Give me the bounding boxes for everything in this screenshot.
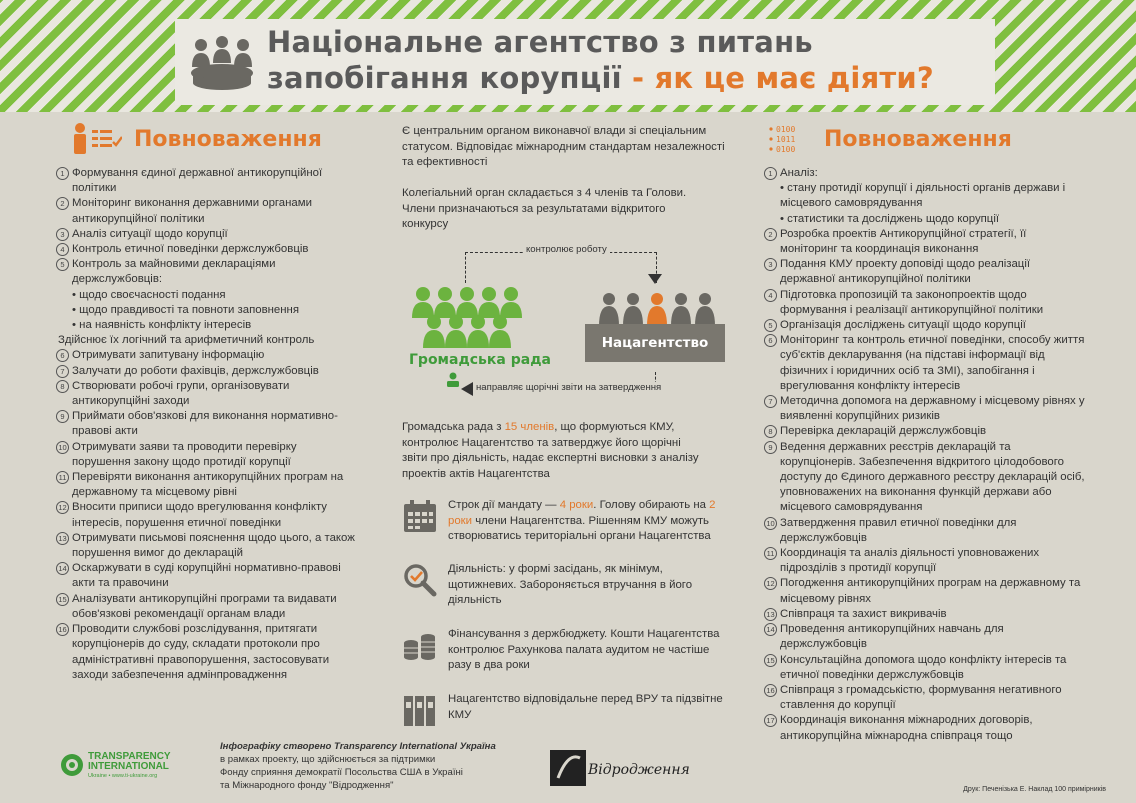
item-text: Координація та аналіз діяльності уповноважених підрозділів з протидії корупції — [780, 547, 1040, 575]
right-power-item — [766, 440, 1086, 516]
right-power-item — [766, 166, 1086, 181]
left-power-item — [58, 364, 358, 379]
activity-row — [402, 562, 728, 609]
accountability-text: Нацагентство відповідальне перед ВРУ та підзвітне КМУ — [448, 693, 723, 721]
left-power-item — [58, 257, 358, 287]
item-number: 5 — [764, 319, 777, 332]
accountability-row — [402, 692, 728, 728]
left-power-item — [58, 531, 358, 561]
item-number: 4 — [56, 243, 69, 256]
left-power-item — [58, 500, 358, 530]
structure-diagram — [405, 244, 725, 402]
item-number: 2 — [764, 228, 777, 241]
coins-icon — [402, 627, 438, 663]
term-b: . Голову обирають на — [593, 499, 710, 511]
term-a: Строк дії мандату — — [448, 499, 560, 511]
binders-icon — [402, 692, 438, 728]
term-text — [448, 498, 738, 545]
item-text: Перевіряти виконання антикорупційних програм на державному та місцевому рівні — [72, 471, 344, 499]
item-text: Організація досліджень ситуації щодо корупції — [780, 319, 1026, 332]
item-number: 7 — [764, 395, 777, 408]
item-number: 1 — [56, 167, 69, 180]
item-number: 6 — [764, 334, 777, 347]
term-row — [402, 498, 738, 545]
term-c: члени Нацагентства. Рішенням КМУ можуть створюватись територіальні органи Нацагентства — [448, 514, 711, 543]
item-number: 3 — [56, 228, 69, 241]
page-title-line-1: Національне агентство з питань — [267, 25, 813, 59]
item-text: • на наявність конфлікту інтересів — [72, 319, 252, 332]
item-number: 7 — [56, 365, 69, 378]
item-text: Аналіз: — [780, 167, 818, 179]
left-power-item — [58, 409, 358, 439]
credits — [220, 740, 496, 792]
item-text: Аналізувати антикорупційні програми та видавати обов'язкові рекомендації органам влади — [72, 592, 337, 620]
item-text: Проводити службові розслідування, притягати корупціонерів до суду, складати протоколи про адміністративні правопорушення, застосовувати заходи забезпечення адмінпровадження — [72, 623, 330, 681]
council-text-b: , що формуються КМУ, контролює Нацагентство та затверджує його щорічні звіти про діяльність, надає експертні висновки з аналізу проектів актів Нацагентства — [402, 421, 699, 480]
item-number: 15 — [56, 593, 69, 606]
item-text: Залучати до роботи фахівців, держслужбовців — [72, 364, 319, 377]
right-power-item — [766, 607, 1086, 622]
credits-line-1: в рамках проекту, що здійснюється за підтримки — [220, 754, 436, 765]
binary-line-2: 1011 — [776, 135, 796, 144]
right-power-item — [766, 227, 1086, 257]
right-power-item — [766, 622, 1086, 652]
right-power-item — [766, 516, 1086, 546]
item-text: Координація виконання міжнародних договорів, антикорупційна міжнародна співпраця тощо — [780, 714, 1033, 742]
left-power-item — [58, 242, 358, 257]
item-text: Контроль етичної поведінки держслужбовців — [72, 243, 309, 256]
print-note: Друк: Печенізька Е. Наклад 100 примірників — [963, 786, 1106, 793]
item-number: 6 — [56, 349, 69, 362]
item-text: Консультаційна допомога щодо конфлікту інтересів та етичної поведінки держслужбовців — [780, 653, 1067, 681]
left-power-item — [58, 440, 358, 470]
binary-data-icon — [768, 122, 812, 156]
title-banner — [175, 19, 995, 105]
right-heading — [768, 122, 1012, 156]
right-power-item — [766, 576, 1086, 606]
reports-label: направляє щорічні звіти на затвердження — [473, 382, 664, 393]
item-number: 11 — [764, 547, 777, 560]
left-power-item — [58, 379, 358, 409]
item-text: Перевірка декларацій держслужбовців — [780, 425, 987, 438]
title-main: запобігання корупції — [267, 61, 622, 95]
item-text: Вносити приписи щодо врегулювання конфлікту інтересів, порушення етичної поведінки — [72, 501, 327, 529]
item-number: 13 — [764, 608, 777, 621]
center-intro-2: Колегіальний орган складається з 4 членів та Голови. Члени призначаються за результатами відкритого конкурсу — [402, 187, 687, 231]
ti-line-2: INTERNATIONAL — [88, 761, 169, 772]
item-text: Отримувати заяви та проводити перевірку порушення закону щодо протидії корупції — [72, 440, 297, 468]
ti-globe-icon — [60, 753, 84, 777]
item-text: Здійснює їх логічний та арифметичний контроль — [58, 334, 315, 347]
left-power-item — [58, 622, 358, 683]
item-number: 16 — [764, 684, 777, 697]
item-number: 10 — [764, 517, 777, 530]
item-text: Приймати обов'язкові для виконання нормативно-правові акти — [72, 410, 338, 438]
item-text: Підготовка пропозицій та законопроектів щодо формування і реалізації антикорупційної політики — [780, 288, 1044, 316]
item-number: 14 — [764, 623, 777, 636]
controls-label: контролює роботу — [523, 244, 610, 255]
item-text: Створювати робочі групи, організовувати антикорупційні заходи — [72, 379, 290, 408]
item-number: 10 — [56, 441, 69, 454]
item-number: 5 — [56, 258, 69, 271]
head-term-years: 2 роки — [448, 499, 716, 527]
binary-line-3: 0100 — [776, 145, 796, 154]
item-text: Подання КМУ проекту доповіді щодо реалізації державної антикорупційної політики — [780, 258, 1031, 286]
right-power-item — [766, 653, 1086, 683]
left-heading-title: Повноваження — [134, 126, 322, 152]
approve-person-icon — [445, 372, 461, 388]
left-power-item — [58, 166, 358, 196]
item-number: 12 — [764, 577, 777, 590]
council-people-icon — [409, 286, 529, 350]
item-text: • щодо своєчасності подання — [72, 288, 226, 301]
right-power-item — [766, 683, 1086, 713]
item-text: Співпраця з громадськістю, формування негативного ставлення до корупції — [780, 683, 1062, 712]
item-text: • статистики та досліджень щодо корупції — [780, 212, 1000, 225]
agency-box: Нацагентство — [585, 324, 725, 362]
council-description — [402, 420, 702, 482]
ti-line-3: Ukraine • www.ti-ukraine.org — [88, 773, 158, 779]
right-power-item — [766, 394, 1086, 424]
council-text-a: Громадська рада з — [402, 421, 505, 433]
item-text: Моніторинг виконання державними органами антикорупційної політики — [72, 197, 312, 225]
item-text: Оскаржувати в суді корупційні нормативно-правові акти та правочини — [72, 562, 341, 590]
item-number: 2 — [56, 197, 69, 210]
right-power-item — [766, 257, 1086, 287]
item-number: 3 — [764, 258, 777, 271]
left-power-item — [58, 318, 358, 333]
left-power-item — [58, 196, 358, 226]
item-text: Аналіз ситуації щодо корупції — [72, 227, 228, 240]
item-text: • стану протидії корупції і діяльності органів держави і місцевого самоврядування — [780, 182, 1066, 210]
left-power-item — [58, 592, 358, 622]
item-number: 14 — [56, 562, 69, 575]
right-heading-title: Повноваження — [824, 126, 1012, 152]
binary-line-1: 0100 — [776, 125, 796, 134]
item-text: Формування єдиної державної антикорупційної політики — [72, 167, 323, 195]
right-power-item — [766, 333, 1086, 394]
term-years: 4 роки — [559, 499, 594, 511]
arrow-down-icon — [648, 274, 662, 286]
page-title-line-2 — [267, 61, 934, 95]
calendar-icon — [402, 498, 438, 534]
item-number: 17 — [764, 714, 777, 727]
round-table-people-icon — [189, 33, 255, 91]
vidrodzhennia-mark-icon — [548, 748, 588, 788]
right-power-item — [766, 318, 1086, 333]
left-power-item — [58, 470, 358, 500]
credits-line-2: Фонду сприяння демократії Посольства США в Україні — [220, 767, 463, 778]
item-text: Моніторинг та контроль етичної поведінки, способу життя суб'єктів декларування (на підставі інформації від фізичних і юридичних осіб та ЗМІ), запобігання і врегулювання конфлікту інтересів — [780, 334, 1085, 392]
vidrodzhennia-text: Відродження — [588, 762, 690, 778]
item-text: Отримувати письмові пояснення щодо цього, а також порушення вимог до декларацій — [72, 531, 355, 560]
right-powers-list — [766, 166, 1086, 744]
item-text: Контроль за майновими деклараціями держслужбовців: — [72, 258, 276, 286]
right-power-item — [766, 546, 1086, 576]
right-power-item — [766, 424, 1086, 439]
item-text: Погодження антикорупційних програм на державному та місцевому рівнях — [780, 577, 1081, 605]
council-count: 15 членів — [504, 421, 555, 433]
ti-line-1: TRANSPARENCY — [88, 751, 171, 762]
item-number: 1 — [764, 167, 777, 180]
item-text: Затвердження правил етичної поведінки для держслужбовців — [780, 516, 1017, 544]
item-number: 8 — [764, 425, 777, 438]
funding-row — [402, 627, 728, 674]
item-text: Проведення антикорупційних навчань для держслужбовців — [780, 623, 1004, 651]
right-power-item — [766, 713, 1086, 743]
item-number: 8 — [56, 380, 69, 393]
item-number: 9 — [764, 441, 777, 454]
left-power-item — [58, 303, 358, 318]
item-text: • щодо правдивості та повноти заповнення — [72, 303, 300, 316]
credits-line-3: та Міжнародного фонду "Відродження" — [220, 780, 394, 791]
left-power-item — [58, 348, 358, 363]
item-text: Методична допомога на державному і місцевому рівнях у виявленні корупційних ризиків — [780, 395, 1085, 423]
magnifier-check-icon — [402, 562, 438, 598]
official-checklist-icon — [70, 122, 122, 156]
council-label: Громадська рада — [409, 352, 551, 368]
left-power-item — [58, 227, 358, 242]
item-number: 13 — [56, 532, 69, 545]
activity-text: Діяльність: у формі засідань, як мінімум, щотижневих. Забороняється втручання в його діяльність — [448, 563, 693, 607]
item-number: 11 — [56, 471, 69, 484]
left-power-item — [58, 561, 358, 591]
item-number: 4 — [764, 289, 777, 302]
control-arrow-line — [465, 252, 657, 283]
left-heading — [70, 122, 322, 156]
item-text: Розробка проектів Антикорупційної стратегії, її моніторинг та координація виконання — [780, 227, 1027, 256]
item-text: Співпраця та захист викривачів — [780, 607, 947, 620]
funding-text: Фінансування з держбюджету. Кошти Нацагентства контролює Рахункова палата аудитом не частіше разу в два роки — [448, 628, 720, 672]
right-power-item — [766, 288, 1086, 318]
left-power-item — [58, 288, 358, 303]
vidrodzhennia-logo — [548, 748, 690, 793]
item-number: 15 — [764, 654, 777, 667]
title-accent: - як це має діяти? — [621, 61, 934, 95]
center-intro-1: Є центральним органом виконавчої влади зі спеціальним статусом. Відповідає міжнародним стандартам незалежності та ефективності — [402, 125, 725, 169]
item-number: 16 — [56, 623, 69, 636]
left-powers-list — [58, 166, 358, 683]
right-power-item — [766, 181, 1086, 211]
right-power-item — [766, 212, 1086, 227]
item-text: Ведення державних реєстрів декларацій та корупціонерів. Забезпечення відкритого цілодобового доступу до Єдиного державного реєстру декларацій осіб, уповноважених на виконання функцій держави або місцевого самоврядування — [780, 440, 1085, 514]
credits-bold: Інфографіку створено Transparency International Україна — [220, 741, 496, 752]
item-text: Отримувати запитувану інформацію — [72, 349, 265, 362]
item-number: 9 — [56, 410, 69, 423]
left-power-item — [44, 333, 358, 348]
item-number: 12 — [56, 501, 69, 514]
